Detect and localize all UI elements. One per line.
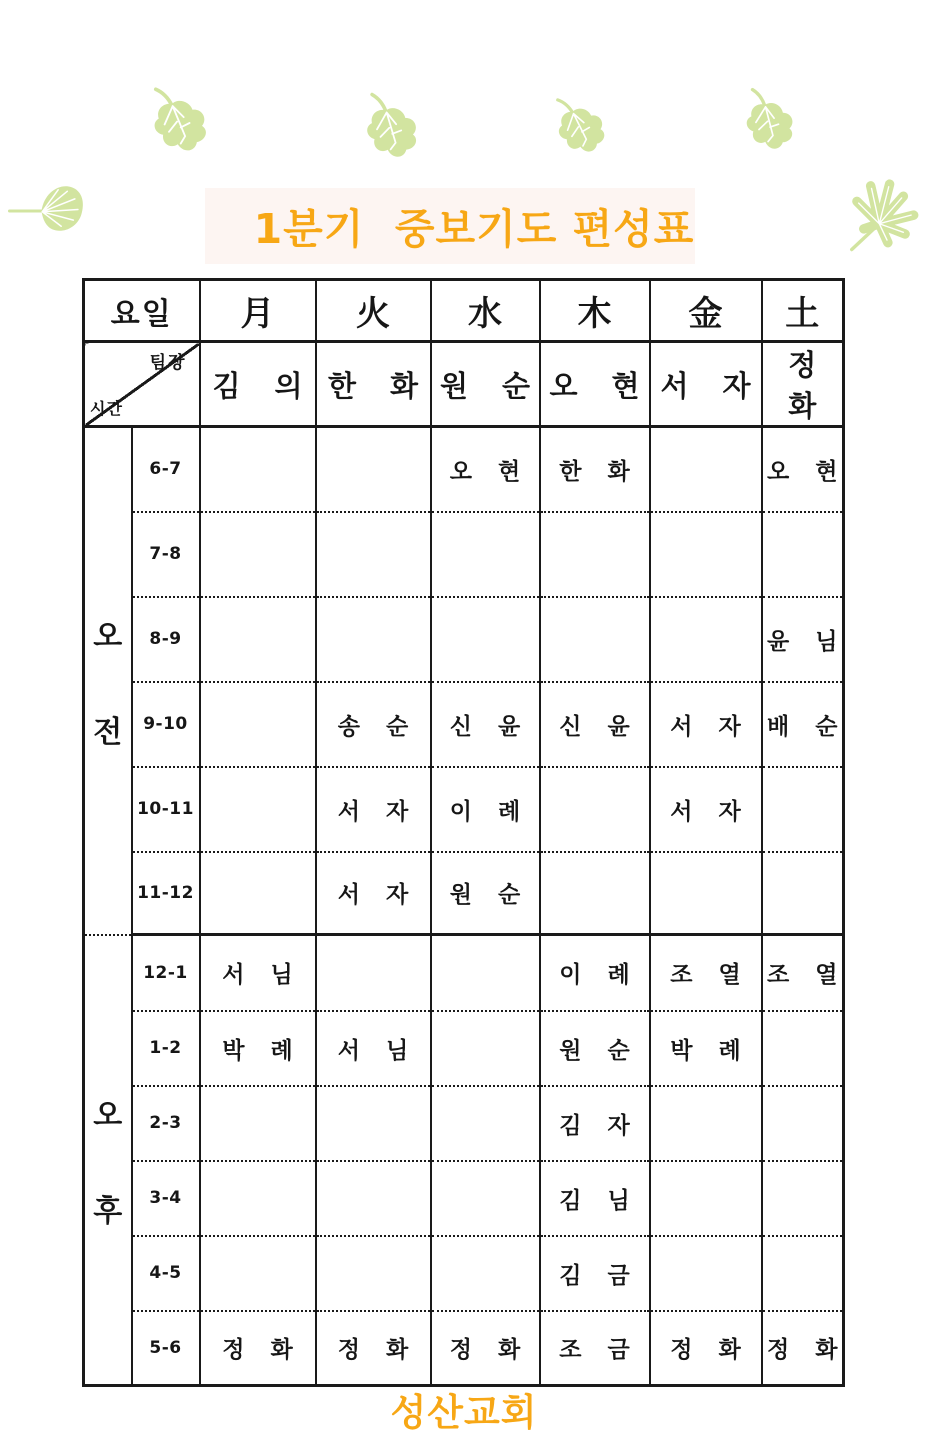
time-cell: 12-1 (132, 935, 200, 1011)
schedule-cell (431, 935, 540, 1011)
schedule-cell: 박 례 (650, 1011, 762, 1086)
schedule-cell (431, 597, 540, 682)
schedule-row (84, 1236, 844, 1311)
schedule-cell: 김 금 (540, 1236, 650, 1311)
schedule-cell (431, 1161, 540, 1236)
schedule-cell: 이 례 (431, 767, 540, 852)
schedule-row (84, 852, 844, 935)
schedule-cell (200, 1161, 316, 1236)
day-header-wed: 水 (431, 280, 540, 342)
team-leader-cell: 오 현 (540, 342, 650, 427)
schedule-cell: 정 화 (200, 1311, 316, 1386)
schedule-row (84, 1086, 844, 1161)
schedule-cell (316, 512, 431, 597)
grape-leaf-icon (735, 84, 804, 162)
schedule-cell: 서 님 (200, 935, 316, 1011)
schedule-cell (762, 1236, 844, 1311)
schedule-cell (200, 512, 316, 597)
schedule-row (84, 1011, 844, 1086)
time-cell: 4-5 (132, 1236, 200, 1311)
period-char: 오 (93, 618, 123, 654)
time-cell: 1-2 (132, 1011, 200, 1086)
schedule-cell: 서 자 (650, 682, 762, 767)
day-header-fri: 金 (650, 280, 762, 342)
schedule-cell (316, 1236, 431, 1311)
schedule-cell: 한 화 (540, 427, 650, 512)
time-cell: 11-12 (132, 852, 200, 935)
team-leader-cell: 원 순 (431, 342, 540, 427)
schedule-cell (762, 852, 844, 935)
day-header-tue: 火 (316, 280, 431, 342)
schedule-cell (200, 767, 316, 852)
time-cell: 9-10 (132, 682, 200, 767)
team-leader-cell: 김 의 (200, 342, 316, 427)
schedule-cell (316, 1161, 431, 1236)
schedule-cell (431, 1011, 540, 1086)
schedule-cell (540, 767, 650, 852)
schedule-cell (316, 935, 431, 1011)
day-header-mon: 月 (200, 280, 316, 342)
period-char: 오 (93, 1097, 123, 1133)
schedule-cell (762, 767, 844, 852)
time-cell: 10-11 (132, 767, 200, 852)
time-axis-label: 시간 (90, 399, 123, 418)
schedule-cell (316, 597, 431, 682)
schedule-cell: 조 열 (650, 935, 762, 1011)
schedule-cell (650, 852, 762, 935)
day-header-thu: 木 (540, 280, 650, 342)
schedule-cell (762, 1086, 844, 1161)
schedule-cell (431, 512, 540, 597)
schedule-cell: 윤 님 (762, 597, 844, 682)
schedule-row (84, 682, 844, 767)
schedule-cell: 조 금 (540, 1311, 650, 1386)
time-cell: 2-3 (132, 1086, 200, 1161)
schedule-cell: 원 순 (431, 852, 540, 935)
schedule-cell (200, 852, 316, 935)
schedule-cell: 오 현 (431, 427, 540, 512)
corner-diagonal-cell (84, 342, 200, 427)
schedule-cell (200, 1086, 316, 1161)
period-char: 후 (93, 1193, 123, 1229)
schedule-cell: 김 자 (540, 1086, 650, 1161)
schedule-cell (650, 1086, 762, 1161)
grape-leaf-icon (356, 89, 427, 170)
schedule-cell: 김 님 (540, 1161, 650, 1236)
schedule-cell (650, 427, 762, 512)
schedule-cell: 정 화 (431, 1311, 540, 1386)
schedule-row (84, 597, 844, 682)
church-name: 성산교회 (390, 1391, 538, 1434)
team-leader-cell: 정 화 (762, 342, 844, 427)
schedule-cell (540, 852, 650, 935)
schedule-cell (540, 512, 650, 597)
schedule-row (84, 767, 844, 852)
team-leader-cell: 한 화 (316, 342, 431, 427)
team-leader-label: 팀장 (149, 353, 187, 373)
schedule-cell (540, 597, 650, 682)
day-header-sat: 土 (762, 280, 844, 342)
prayer-schedule-table (82, 278, 845, 1387)
schedule-cell (200, 427, 316, 512)
schedule-row (84, 1311, 844, 1386)
schedule-row (84, 512, 844, 597)
schedule-cell: 배 순 (762, 682, 844, 767)
time-cell: 5-6 (132, 1311, 200, 1386)
schedule-cell (650, 597, 762, 682)
time-cell: 8-9 (132, 597, 200, 682)
schedule-cell (762, 1161, 844, 1236)
schedule-cell (200, 597, 316, 682)
schedule-cell: 정 화 (650, 1311, 762, 1386)
schedule-cell: 송 순 (316, 682, 431, 767)
schedule-cell (200, 682, 316, 767)
schedule-cell (650, 1236, 762, 1311)
schedule-row (84, 935, 844, 1011)
schedule-cell: 신 윤 (540, 682, 650, 767)
schedule-cell (431, 1236, 540, 1311)
team-leader-cell: 서 자 (650, 342, 762, 427)
team-leader-row (84, 342, 844, 427)
schedule-cell (431, 1086, 540, 1161)
schedule-cell: 정 화 (316, 1311, 431, 1386)
time-cell: 6-7 (132, 427, 200, 512)
schedule-cell (200, 1236, 316, 1311)
period-afternoon-cell (84, 935, 132, 1386)
schedule-cell: 서 자 (316, 852, 431, 935)
time-cell: 7-8 (132, 512, 200, 597)
period-morning-cell (84, 427, 132, 935)
schedule-cell (650, 512, 762, 597)
schedule-cell: 박 례 (200, 1011, 316, 1086)
schedule-row (84, 427, 844, 512)
grape-leaf-icon (550, 91, 613, 165)
schedule-cell (316, 1086, 431, 1161)
schedule-cell (650, 1161, 762, 1236)
schedule-cell: 오 현 (762, 427, 844, 512)
schedule-cell: 원 순 (540, 1011, 650, 1086)
schedule-row (84, 1161, 844, 1236)
schedule-cell (316, 427, 431, 512)
period-char: 전 (93, 714, 123, 750)
time-cell: 3-4 (132, 1161, 200, 1236)
day-header-row (84, 280, 844, 342)
schedule-cell: 정 화 (762, 1311, 844, 1386)
day-corner-label: 요일 (84, 280, 200, 342)
schedule-cell: 신 윤 (431, 682, 540, 767)
schedule-cell (762, 512, 844, 597)
schedule-cell: 서 자 (650, 767, 762, 852)
schedule-cell: 서 님 (316, 1011, 431, 1086)
schedule-cell: 서 자 (316, 767, 431, 852)
schedule-cell: 이 례 (540, 935, 650, 1011)
schedule-cell (762, 1011, 844, 1086)
grape-leaf-icon (147, 84, 213, 162)
page-title: 1분기 중보기도 편성표 (253, 205, 695, 253)
schedule-cell: 조 열 (762, 935, 844, 1011)
